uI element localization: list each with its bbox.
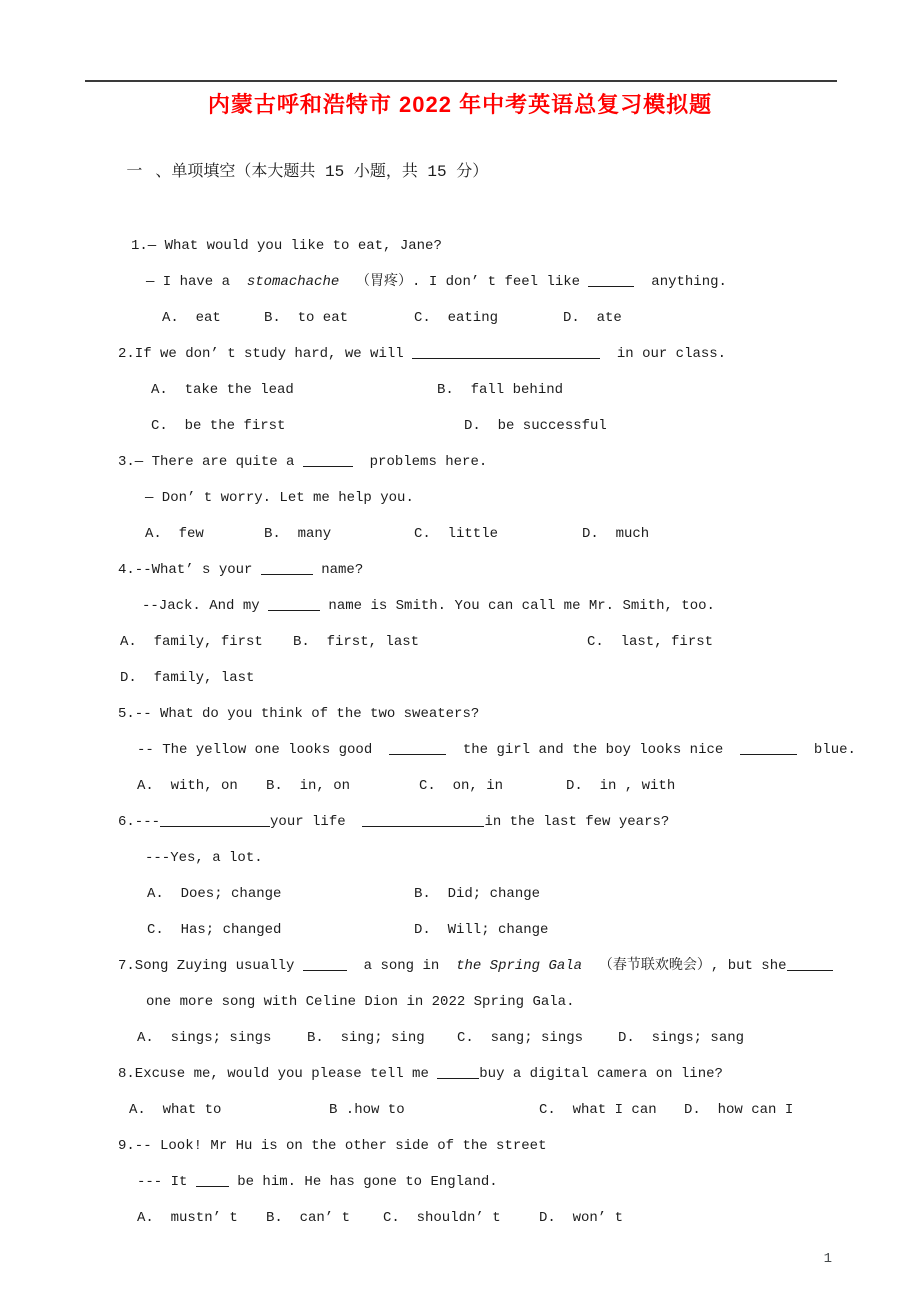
question-5: [118, 696, 920, 804]
option-choice: A. what to: [129, 1102, 222, 1118]
option-choice: A. take the lead: [151, 382, 294, 398]
question-text: ---Yes, a lot.: [145, 850, 263, 866]
question-text: in the last few years?: [484, 814, 670, 830]
answer-blank: [740, 740, 797, 755]
question-2-stem-line: [118, 336, 920, 372]
question-text: 8.Excuse me, would you please tell me: [118, 1066, 438, 1082]
answer-blank: [160, 812, 270, 827]
question-4-cont-line: [118, 588, 920, 624]
option-choice: D. in , with: [566, 778, 676, 794]
question-text: a song in: [346, 958, 457, 974]
question-1-cont-line: [118, 264, 920, 300]
option-choice: B. fall behind: [437, 382, 564, 398]
question-text: anything.: [634, 274, 727, 290]
question-text: your life: [270, 814, 363, 830]
option-choice: C. last, first: [587, 634, 714, 650]
question-text: name?: [312, 562, 364, 578]
option-choice: B. many: [264, 526, 332, 542]
question-7-cont-line: [118, 984, 920, 1020]
question-2-options-row: [118, 372, 920, 408]
question-6-cont-line: [118, 840, 920, 876]
question-1-options-row: [118, 300, 920, 336]
option-choice: C. Has; changed: [147, 922, 282, 938]
question-7: [118, 948, 920, 1056]
answer-blank: [437, 1064, 479, 1079]
question-text: 7.Song Zuying usually: [118, 958, 303, 974]
question-text: in our class.: [600, 346, 727, 362]
question-7-stem-line: [118, 948, 920, 984]
option-choice: C. little: [414, 526, 499, 542]
option-choice: B. in, on: [266, 778, 351, 794]
option-choice: C. what I can: [539, 1102, 657, 1118]
option-choice: C. eating: [414, 310, 499, 326]
answer-blank: [787, 956, 833, 971]
question-8-options-row: [118, 1092, 920, 1128]
option-choice: D. ate: [563, 310, 622, 326]
question-2: [118, 336, 920, 444]
question-text: — I have a: [146, 274, 247, 290]
option-choice: C. shouldn’ t: [383, 1210, 501, 1226]
question-text: 2.If we don’ t study hard, we will: [118, 346, 413, 362]
answer-blank: [412, 344, 600, 359]
question-text: 5.-- What do you think of the two sweaters?: [118, 706, 480, 722]
question-text: 9.-- Look! Mr Hu is on the other side of the street: [118, 1138, 547, 1154]
header-rule: [85, 80, 837, 82]
italic-term: stomachache: [246, 274, 340, 290]
page-title: 内蒙古呼和浩特市 2022 年中考英语总复习模拟题: [207, 92, 713, 117]
italic-term: the Spring Gala: [456, 958, 583, 974]
answer-blank: [268, 596, 320, 611]
question-list: [0, 228, 920, 1236]
question-3-options-row: [118, 516, 920, 552]
option-choice: A. with, on: [137, 778, 238, 794]
option-choice: D. much: [582, 526, 650, 542]
question-text: -- The yellow one looks good: [137, 742, 390, 758]
option-choice: D. family, last: [120, 670, 255, 686]
option-choice: A. Does; change: [147, 886, 282, 902]
answer-blank: [303, 452, 353, 467]
question-5-options-row: [118, 768, 920, 804]
question-4: [118, 552, 920, 696]
question-6-options-row: [118, 876, 920, 912]
option-choice: B. Did; change: [414, 886, 541, 902]
option-choice: A. family, first: [120, 634, 263, 650]
question-text: — Don’ t worry. Let me help you.: [145, 490, 414, 506]
question-text: one more song with Celine Dion in 2022 Spring Gala.: [146, 994, 575, 1010]
question-7-options-row: [118, 1020, 920, 1056]
answer-blank: [362, 812, 484, 827]
option-choice: B. sing; sing: [307, 1030, 425, 1046]
question-text: 3.— There are quite a: [118, 454, 303, 470]
question-4-options-row: [118, 624, 920, 660]
question-text: （胃疼）. I don’ t feel like: [339, 274, 589, 290]
question-text: --- It: [137, 1174, 196, 1190]
page-footer: [0, 1249, 920, 1269]
question-8-stem-line: [118, 1056, 920, 1092]
question-text: --Jack. And my: [142, 598, 269, 614]
question-text: （春节联欢晚会）, but she: [582, 958, 787, 974]
section-marker: 一: [126, 163, 143, 181]
question-text: name is Smith. You can call me Mr. Smith, too.: [320, 598, 715, 614]
option-choice: D. sings; sang: [618, 1030, 745, 1046]
option-choice: C. on, in: [419, 778, 504, 794]
question-text: 6.---: [118, 814, 161, 830]
option-choice: D. how can I: [684, 1102, 794, 1118]
question-4-options-row: [118, 660, 920, 696]
option-choice: A. mustn’ t: [137, 1210, 238, 1226]
question-6-options-row: [118, 912, 920, 948]
option-choice: A. sings; sings: [137, 1030, 272, 1046]
question-9-cont-line: [118, 1164, 920, 1200]
question-3-cont-line: [118, 480, 920, 516]
question-1-stem-line: [118, 228, 920, 264]
question-text: buy a digital camera on line?: [479, 1066, 723, 1082]
question-9: [118, 1128, 920, 1236]
option-choice: C. sang; sings: [457, 1030, 584, 1046]
section-title: 、单项填空（本大题共 15 小题，共 15 分）: [155, 163, 489, 181]
question-text: be him. He has gone to England.: [228, 1174, 498, 1190]
question-9-options-row: [118, 1200, 920, 1236]
option-choice: B. can’ t: [266, 1210, 351, 1226]
question-1: [118, 228, 920, 336]
question-6-stem-line: [118, 804, 920, 840]
question-6: [118, 804, 920, 948]
question-text: 1.— What would you like to eat, Jane?: [131, 238, 442, 254]
answer-blank: [588, 272, 634, 287]
option-choice: A. few: [145, 526, 204, 542]
question-3: [118, 444, 920, 552]
question-4-stem-line: [118, 552, 920, 588]
question-2-options-row: [118, 408, 920, 444]
question-text: the girl and the boy looks nice: [446, 742, 741, 758]
answer-blank: [261, 560, 313, 575]
option-choice: D. be successful: [464, 418, 607, 434]
question-3-stem-line: [118, 444, 920, 480]
answer-blank: [196, 1172, 229, 1187]
page-number: 1: [823, 1251, 832, 1267]
question-text: problems here.: [352, 454, 488, 470]
option-choice: B. to eat: [264, 310, 349, 326]
option-choice: C. be the first: [151, 418, 286, 434]
question-9-stem-line: [118, 1128, 920, 1164]
option-choice: B .how to: [329, 1102, 405, 1118]
answer-blank: [303, 956, 347, 971]
option-choice: A. eat: [162, 310, 221, 326]
question-text: 4.--What’ s your: [118, 562, 261, 578]
answer-blank: [389, 740, 446, 755]
question-5-cont-line: [118, 732, 920, 768]
question-8: [118, 1056, 920, 1128]
option-choice: D. Will; change: [414, 922, 549, 938]
option-choice: B. first, last: [293, 634, 420, 650]
section-header: [0, 133, 920, 211]
option-choice: D. won’ t: [539, 1210, 624, 1226]
question-text: blue.: [797, 742, 856, 758]
question-5-stem-line: [118, 696, 920, 732]
